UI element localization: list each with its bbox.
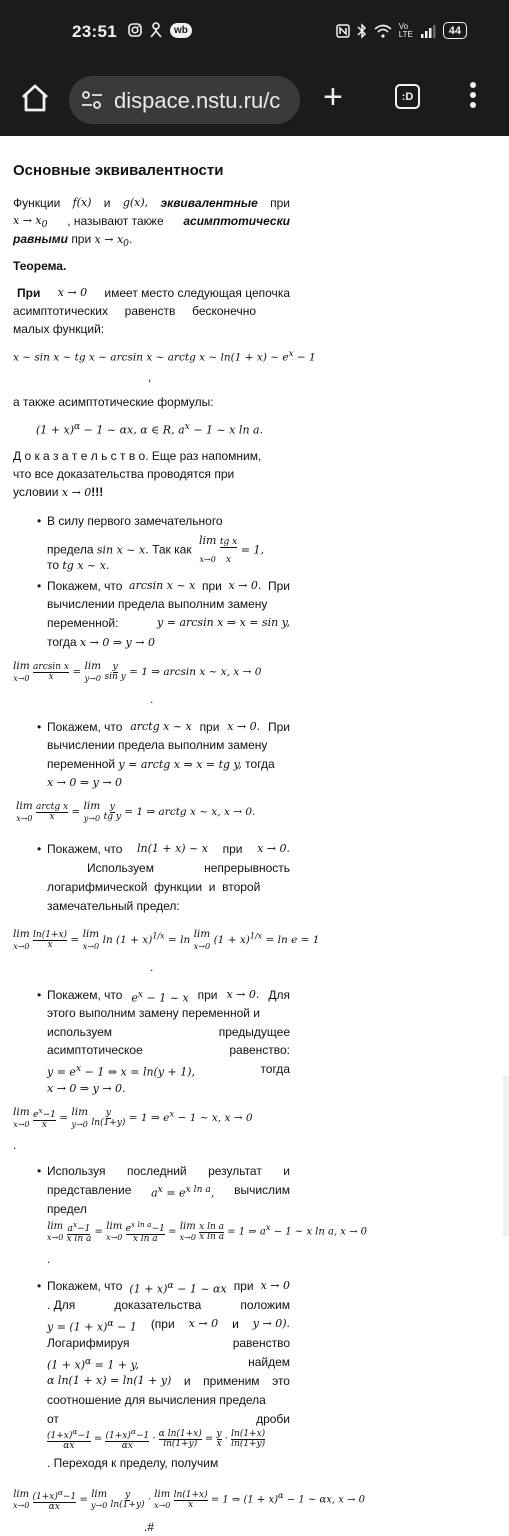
volte-label: Vo LTE — [398, 21, 413, 39]
dot: . — [47, 1252, 51, 1266]
bullet-7-line-6: α ln(1 + x) = ln(1 + y) и применим это — [47, 1374, 290, 1388]
theorem-heading: Теорема. — [13, 259, 67, 273]
bullet-6-line-1: • Используя последний результат и — [47, 1162, 290, 1180]
battery-icon: 44 — [443, 22, 467, 39]
formula-arcsin: lim x→0 arcsin x x = lim y→0 y sin y = 1 ⇒ arcsin x ~ x, x → 0 — [13, 660, 262, 683]
clock: 23:51 — [72, 22, 117, 41]
bullet-7-line-4: Логарифмируя равенство — [47, 1336, 290, 1350]
formulas-intro: а также асимптотические формулы: — [13, 395, 214, 409]
bullet-3-line-1: • Покажем, что arctg x ~ x при x → 0. При — [47, 718, 290, 736]
bullet-3-line-2: вычислении предела выполним замену — [47, 738, 268, 752]
bullet-5-line-2: этого выполним замену переменной и — [47, 1006, 261, 1020]
formula-ln: lim x→0 ln(1+x) x = lim x→0 $\ln (1 + x)^{1/x} = \ln \lim$ x→0 $(1 + x)^{1/x} = \ln e = 1$ — [13, 928, 320, 951]
proof-line-3: условии x → 0!!! — [13, 485, 104, 499]
url-text[interactable]: dispace.nstu.ru/c — [114, 88, 281, 113]
wb-app-icon: wb — [170, 23, 192, 38]
browser-toolbar — [0, 66, 509, 136]
bullet-2-line-1: • Покажем, что arcsin x ~ x при x → 0. При — [47, 577, 290, 595]
bluetooth-icon — [357, 23, 367, 39]
bullet-1-line-1: • В силу первого замечательного — [47, 512, 223, 530]
bullet-5-line-4: асимптотическое равенство: — [47, 1043, 290, 1057]
intro-line-3: равными при $x \to x_0$. — [13, 232, 133, 250]
formula-arctg: lim x→0 arctg x x = lim y→0 y tg y = 1 ⇒ arctg x ~ x, x → 0. — [16, 800, 256, 823]
bullet-7-line-10: . Переходя к пределу, получим — [47, 1456, 219, 1470]
asymptotic-formulas: $(1 + x)^\alpha - 1$ ~ αx, α ∈ R, $a^x - 1$ ~ x ln a. — [36, 421, 264, 437]
bullet-6-line-2: представление $a^x = e^{x ln a}$, вычислим — [47, 1183, 290, 1200]
intro-line-2: $x \to x_0$ , называют также асимптотически — [13, 214, 290, 231]
bullet-5-line-1: • Покажем, что $e^x - 1$ ~ x при x → 0. Для — [47, 986, 290, 1008]
address-bar[interactable] — [69, 76, 300, 124]
formula-fraction: $(1+x)^\alpha-1$ $\alpha x = (1+x)^\alpha-1$ αx · α ln(1+x) ln(1+y) = y x · ln(1+x) ln(1+y) — [47, 1427, 266, 1451]
person-icon — [150, 22, 162, 38]
instagram-icon — [128, 23, 142, 37]
bullet-4-line-1: • Покажем, что ln(1 + x) ~ x при x → 0. — [47, 840, 290, 858]
formula-power: lim x→0 $a^x-1$ x ln a = lim x→0 $e^{x ln a}-1$ x ln a = lim x→0 x ln a x ln a = 1 ⇒ $a^x - 1$ ~ x ln a, x → 0 — [47, 1220, 368, 1244]
equivalence-chain: x ~ sin x ~ tg x ~ arcsin x ~ arctg x ~ ln(1 + x) ~ $e^x - 1$ — [13, 349, 316, 364]
bullet-7-line-3: $y = (1 + x)^\alpha - 1$ (при x → 0 и y → 0). — [47, 1317, 290, 1334]
menu-icon[interactable] — [470, 82, 478, 112]
dot: . — [150, 692, 154, 706]
dot: . — [150, 960, 154, 974]
wifi-icon — [374, 24, 392, 38]
bullet-1-line-3: то tg x ~ x. — [47, 558, 110, 572]
bullet-5-line-3: используем предыдущее — [47, 1025, 290, 1039]
theorem-line-3: малых функций: — [13, 322, 105, 336]
bullet-7-line-5: $(1 + x)^\alpha = 1 + y$, найдем — [47, 1355, 290, 1372]
end-mark: .# — [144, 1520, 155, 1534]
bullet-5-line-6: x → 0 ⇒ y → 0. — [47, 1082, 126, 1095]
proof-line-2: что все доказательства проводятся при — [13, 467, 235, 481]
bullet-7-line-2: . Для доказательства положим — [47, 1298, 290, 1312]
bullet-2-line-2: вычислении предела выполним замену — [47, 597, 268, 611]
tune-icon[interactable] — [81, 90, 103, 115]
formula-final: lim x→0 $(1+x)^\alpha-1$ αx = lim y→0 y ln(1+y) · lim x→0 ln(1+x) x = 1 ⇒ $(1 + x)^\alpha - 1$ ~ αx, x → 0 — [13, 1488, 365, 1512]
status-bar — [0, 0, 509, 66]
bullet-7-line-7: соотношение для вычисления предела — [47, 1393, 266, 1407]
bullet-3-line-4: x → 0 ⇒ y → 0 — [47, 776, 123, 789]
bullet-6-line-3: предел — [47, 1202, 87, 1216]
notification-icons — [128, 22, 192, 38]
intro-line-1: Функции f(x) и g(x), эквивалентные при — [13, 196, 290, 210]
bullet-2-line-4: тогда x → 0 ⇒ y → 0 — [47, 635, 155, 649]
bullet-5-line-5: $y = e^x - 1$ ⇒ x = ln(y + 1), тогда — [47, 1062, 290, 1079]
bullet-7-line-1: • Покажем, что $(1 + x)^\alpha - 1$ ~ αx при x → 0 — [47, 1277, 290, 1299]
scroll-indicator[interactable] — [503, 1076, 509, 1236]
bullet-7-line-8: от дроби — [47, 1412, 290, 1426]
system-icons — [336, 22, 467, 39]
theorem-line-2: асимптотических равенств бесконечно — [13, 304, 256, 318]
bullet-3-line-3: переменной y = arctg x ⇒ x = tg y, тогда — [47, 757, 275, 771]
formula-exp: lim x→0 $e^x-1$ x = lim y→0 y ln(1+y) = 1 ⇒ $e^x - 1$ ~ x, x → 0 — [13, 1106, 253, 1130]
tabs-icon[interactable]: :D — [395, 84, 420, 109]
plus-icon[interactable]: + — [323, 78, 343, 116]
signal-icon — [420, 24, 436, 38]
bullet-4-line-3: логарифмической функции и второй — [47, 880, 261, 894]
comma: , — [148, 370, 152, 384]
bullet-2-line-3: переменной: y = arcsin x ⇒ x = sin y, — [47, 616, 290, 630]
home-icon[interactable] — [20, 83, 50, 113]
dot: . — [13, 1138, 17, 1152]
bullet-4-line-2: Используем непрерывность — [87, 861, 290, 875]
nfc-icon — [336, 24, 350, 38]
proof-line-1: Д о к а з а т е л ь с т в о. Еще раз напомним, — [13, 449, 262, 463]
theorem-line-1: При x → 0 имеет место следующая цепочка — [17, 286, 290, 300]
page-title: Основные эквивалентности — [13, 162, 224, 179]
bullet-4-line-4: замечательный предел: — [47, 899, 180, 913]
bullet-1-line-2: предела sin x ~ x. Так как lim x→0 tg x x = 1, — [47, 534, 264, 565]
